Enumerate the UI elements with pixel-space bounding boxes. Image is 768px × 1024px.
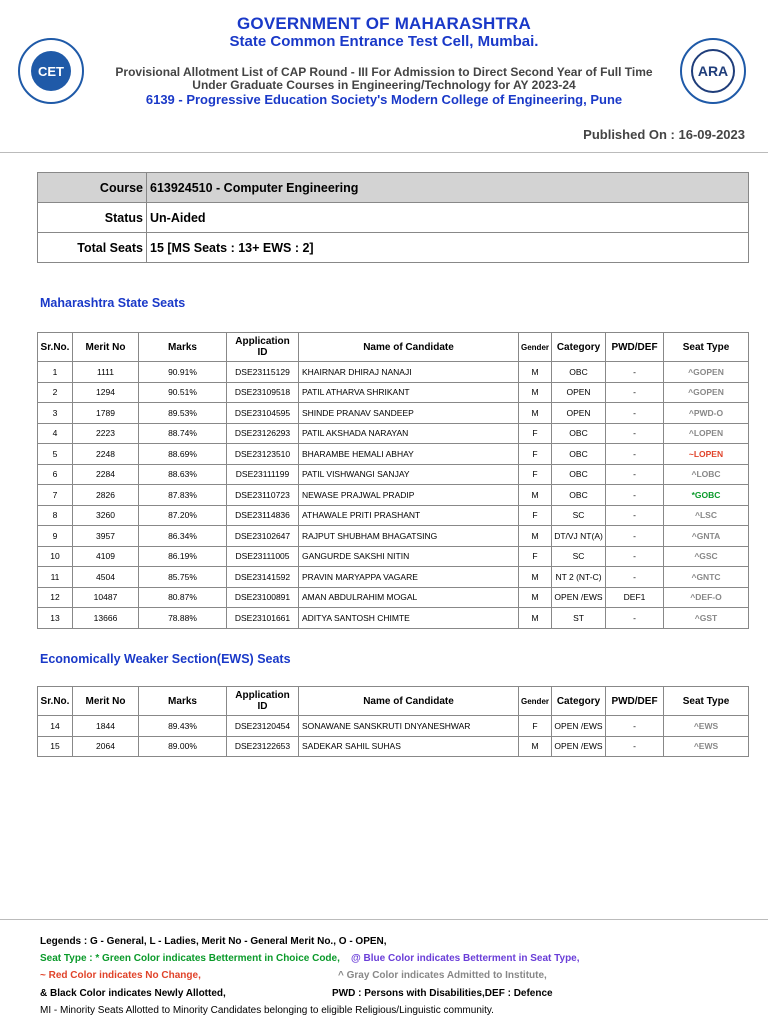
table-row <box>38 423 749 444</box>
cell-sr: 2 <box>38 382 73 403</box>
government-title: GOVERNMENT OF MAHARASHTRA <box>237 14 531 33</box>
cell-app: DSE23122653 <box>227 736 299 757</box>
cell-cat: DT/VJ NT(A) <box>552 526 606 547</box>
cell-app: DSE23120454 <box>227 716 299 737</box>
cell-cat: OPEN /EWS <box>552 736 606 757</box>
cell-seat: ^EWS <box>664 736 749 757</box>
cell-seat: ^LOPEN <box>664 423 749 444</box>
cell-marks: 88.69% <box>139 444 227 465</box>
cell-sr: 5 <box>38 444 73 465</box>
cell-gender: F <box>519 546 552 567</box>
legend-blue: @ Blue Color indicates Betterment in Seat Type, <box>351 953 580 964</box>
table-row <box>38 464 749 485</box>
cell-name: PRAVIN MARYAPPA VAGARE <box>299 567 519 588</box>
cell-marks: 85.75% <box>139 567 227 588</box>
cell-app: DSE23110723 <box>227 485 299 506</box>
cell-cat: OPEN <box>552 403 606 424</box>
cell-name: SONAWANE SANSKRUTI DNYANESHWAR <box>299 716 519 737</box>
cell-pwd: - <box>606 526 664 547</box>
cell-gender: F <box>519 464 552 485</box>
cell-sr: 12 <box>38 587 73 608</box>
cell-gender: M <box>519 608 552 629</box>
cell-pwd: - <box>606 505 664 526</box>
cell-marks: 87.83% <box>139 485 227 506</box>
total-seats-row <box>38 233 749 263</box>
total-seats-label: Total Seats <box>38 233 147 263</box>
cell-gender: M <box>519 736 552 757</box>
cell-merit: 3260 <box>73 505 139 526</box>
ews-col-header: Application ID <box>227 687 299 716</box>
cell-seat: ^GNTC <box>664 567 749 588</box>
cell-marks: 89.53% <box>139 403 227 424</box>
cell-gender: F <box>519 423 552 444</box>
cell-gender: M <box>519 403 552 424</box>
cell-gender: M <box>519 587 552 608</box>
cell-app: DSE23115129 <box>227 362 299 383</box>
cell-sr: 9 <box>38 526 73 547</box>
cell-gender: M <box>519 567 552 588</box>
table-row <box>38 716 749 737</box>
cell-merit: 10487 <box>73 587 139 608</box>
cell-sr: 15 <box>38 736 73 757</box>
status-row <box>38 203 749 233</box>
legend-line-2 <box>40 953 580 964</box>
cell-pwd: - <box>606 567 664 588</box>
cell-merit: 2223 <box>73 423 139 444</box>
ews-col-header: Gender <box>519 687 552 716</box>
legend-green: Seat Type : * Green Color indicates Betterment in Choice Code, <box>40 953 340 964</box>
ews-col-header: Merit No <box>73 687 139 716</box>
cell-marks: 90.91% <box>139 362 227 383</box>
total-seats-value: 15 [MS Seats : 13+ EWS : 2] <box>147 233 749 263</box>
table-row <box>38 736 749 757</box>
cell-pwd: - <box>606 716 664 737</box>
cell-cat: OBC <box>552 362 606 383</box>
ms-col-header: Sr.No. <box>38 333 73 362</box>
cell-app: DSE23104595 <box>227 403 299 424</box>
ews-col-header: Sr.No. <box>38 687 73 716</box>
ms-table-header <box>38 333 749 362</box>
cell-merit: 2284 <box>73 464 139 485</box>
cell-name: PATIL AKSHADA NARAYAN <box>299 423 519 444</box>
cell-gender: F <box>519 444 552 465</box>
cell-seat: ^PWD-O <box>664 403 749 424</box>
ms-col-header: PWD/DEF <box>606 333 664 362</box>
ms-section-title: Maharashtra State Seats <box>40 296 186 310</box>
cell-marks: 90.51% <box>139 382 227 403</box>
cell-marks: 86.19% <box>139 546 227 567</box>
cell-name: SHINDE PRANAV SANDEEP <box>299 403 519 424</box>
cell-cat: OBC <box>552 464 606 485</box>
table-row <box>38 567 749 588</box>
cell-pwd: - <box>606 485 664 506</box>
ews-col-header: Name of Candidate <box>299 687 519 716</box>
ews-table-body <box>38 716 749 757</box>
ews-col-header: Category <box>552 687 606 716</box>
cell-app: DSE23102647 <box>227 526 299 547</box>
cell-seat: ^LOBC <box>664 464 749 485</box>
legend-mi: MI - Minority Seats Allotted to Minority Candidates belonging to eligible Religious/Linguistic community. <box>40 1005 494 1016</box>
cell-app: DSE23141592 <box>227 567 299 588</box>
cell-merit: 1294 <box>73 382 139 403</box>
table-row <box>38 546 749 567</box>
cell-cat: OBC <box>552 444 606 465</box>
cet-logo-text: CET <box>31 51 71 91</box>
cell-gender: M <box>519 526 552 547</box>
cell-cat: SC <box>552 546 606 567</box>
cell-pwd: DEF1 <box>606 587 664 608</box>
cell-name: ATHAWALE PRITI PRASHANT <box>299 505 519 526</box>
status-label: Status <box>38 203 147 233</box>
cell-gender: M <box>519 485 552 506</box>
legend-line-1 <box>40 936 387 947</box>
legend-line-4 <box>40 988 553 999</box>
cell-app: DSE23123510 <box>227 444 299 465</box>
cell-pwd: - <box>606 362 664 383</box>
cell-app: DSE23111199 <box>227 464 299 485</box>
published-date: Published On : 16-09-2023 <box>583 127 745 142</box>
status-value: Un-Aided <box>147 203 749 233</box>
cell-cat: OPEN /EWS <box>552 587 606 608</box>
ews-table-header <box>38 687 749 716</box>
cell-merit: 1789 <box>73 403 139 424</box>
cell-pwd: - <box>606 464 664 485</box>
cell-name: NEWASE PRAJWAL PRADIP <box>299 485 519 506</box>
cell-gender: M <box>519 362 552 383</box>
cell-name: ADITYA SANTOSH CHIMTE <box>299 608 519 629</box>
cell-sr: 13 <box>38 608 73 629</box>
ms-seats-table <box>37 332 749 629</box>
cell-marks: 86.34% <box>139 526 227 547</box>
cell-sr: 3 <box>38 403 73 424</box>
list-title: Provisional Allotment List of CAP Round - III For Admission to Direct Second Year of Full Time Under Graduate Courses in Engineering/Technology for AY 2023-24 <box>115 65 653 92</box>
cell-pwd: - <box>606 382 664 403</box>
legend-black: & Black Color indicates Newly Allotted, <box>40 988 226 999</box>
cell-seat: ^GNTA <box>664 526 749 547</box>
cell-pwd: - <box>606 546 664 567</box>
cell-cat: NT 2 (NT-C) <box>552 567 606 588</box>
cell-sr: 8 <box>38 505 73 526</box>
table-row <box>38 526 749 547</box>
cell-gender: F <box>519 716 552 737</box>
cell-name: KHAIRNAR DHIRAJ NANAJI <box>299 362 519 383</box>
cell-seat: ~LOPEN <box>664 444 749 465</box>
cell-merit: 4109 <box>73 546 139 567</box>
cell-sr: 4 <box>38 423 73 444</box>
cell-marks: 78.88% <box>139 608 227 629</box>
cell-pwd: - <box>606 403 664 424</box>
course-info-table <box>37 172 749 263</box>
cell-marks: 89.00% <box>139 736 227 757</box>
cell-merit: 3957 <box>73 526 139 547</box>
legend-line-5 <box>40 1005 494 1016</box>
cell-cat: ST <box>552 608 606 629</box>
ms-col-header: Name of Candidate <box>299 333 519 362</box>
cell-seat: ^LSC <box>664 505 749 526</box>
institute-title: 6139 - Progressive Education Society's Modern College of Engineering, Pune <box>145 92 623 107</box>
cell-name: RAJPUT SHUBHAM BHAGATSING <box>299 526 519 547</box>
table-row <box>38 587 749 608</box>
cell-cat: OPEN <box>552 382 606 403</box>
cell-marks: 88.74% <box>139 423 227 444</box>
cell-app: DSE23100891 <box>227 587 299 608</box>
cell-cat: OBC <box>552 485 606 506</box>
cell-seat: *GOBC <box>664 485 749 506</box>
cell-app: DSE23101661 <box>227 608 299 629</box>
cell-name: BHARAMBE HEMALI ABHAY <box>299 444 519 465</box>
cell-seat: ^GST <box>664 608 749 629</box>
cell-marks: 88.63% <box>139 464 227 485</box>
cell-title: State Common Entrance Test Cell, Mumbai. <box>229 33 539 50</box>
cell-merit: 1844 <box>73 716 139 737</box>
cell-name: PATIL VISHWANGI SANJAY <box>299 464 519 485</box>
ms-col-header: Gender <box>519 333 552 362</box>
ms-col-header: Marks <box>139 333 227 362</box>
cell-pwd: - <box>606 608 664 629</box>
ews-seats-table <box>37 686 749 757</box>
table-row <box>38 485 749 506</box>
legend-red: ~ Red Color indicates No Change, <box>40 970 201 981</box>
cell-pwd: - <box>606 736 664 757</box>
cell-sr: 7 <box>38 485 73 506</box>
cell-gender: M <box>519 382 552 403</box>
cell-marks: 87.20% <box>139 505 227 526</box>
cell-cat: OPEN /EWS <box>552 716 606 737</box>
ara-logo-text: ARA <box>691 49 735 93</box>
table-row <box>38 444 749 465</box>
cell-gender: F <box>519 505 552 526</box>
ews-col-header: Marks <box>139 687 227 716</box>
table-row <box>38 505 749 526</box>
cell-merit: 13666 <box>73 608 139 629</box>
course-label: Course <box>38 173 147 203</box>
cell-app: DSE23111005 <box>227 546 299 567</box>
cell-marks: 89.43% <box>139 716 227 737</box>
cell-cat: SC <box>552 505 606 526</box>
table-row <box>38 403 749 424</box>
cell-app: DSE23126293 <box>227 423 299 444</box>
legend-abbrev: Legends : G - General, L - Ladies, Merit No - General Merit No., O - OPEN, <box>40 936 387 947</box>
cell-sr: 6 <box>38 464 73 485</box>
ms-table-body <box>38 362 749 629</box>
table-row <box>38 382 749 403</box>
cell-merit: 2064 <box>73 736 139 757</box>
cell-app: DSE23114836 <box>227 505 299 526</box>
cell-name: GANGURDE SAKSHI NITIN <box>299 546 519 567</box>
cell-name: PATIL ATHARVA SHRIKANT <box>299 382 519 403</box>
ews-col-header: Seat Type <box>664 687 749 716</box>
ms-col-header: Merit No <box>73 333 139 362</box>
table-row <box>38 362 749 383</box>
footer-divider <box>0 919 768 920</box>
cell-sr: 1 <box>38 362 73 383</box>
header-divider <box>0 152 768 153</box>
legend-line-3 <box>40 970 547 981</box>
ms-col-header: Seat Type <box>664 333 749 362</box>
cell-sr: 14 <box>38 716 73 737</box>
cell-marks: 80.87% <box>139 587 227 608</box>
cell-seat: ^GOPEN <box>664 382 749 403</box>
cell-merit: 1111 <box>73 362 139 383</box>
ms-col-header: Category <box>552 333 606 362</box>
ews-section-title: Economically Weaker Section(EWS) Seats <box>40 652 291 666</box>
course-row <box>38 173 749 203</box>
cell-app: DSE23109518 <box>227 382 299 403</box>
cell-sr: 10 <box>38 546 73 567</box>
table-row <box>38 608 749 629</box>
cell-name: SADEKAR SAHIL SUHAS <box>299 736 519 757</box>
cell-merit: 2248 <box>73 444 139 465</box>
course-value: 613924510 - Computer Engineering <box>147 173 749 203</box>
cell-merit: 4504 <box>73 567 139 588</box>
cell-pwd: - <box>606 423 664 444</box>
cell-pwd: - <box>606 444 664 465</box>
cell-seat: ^GOPEN <box>664 362 749 383</box>
cell-seat: ^DEF-O <box>664 587 749 608</box>
cell-sr: 11 <box>38 567 73 588</box>
ms-col-header: Application ID <box>227 333 299 362</box>
legend-gray: ^ Gray Color indicates Admitted to Institute, <box>338 970 547 981</box>
cell-seat: ^EWS <box>664 716 749 737</box>
cell-merit: 2826 <box>73 485 139 506</box>
cell-seat: ^GSC <box>664 546 749 567</box>
legend-pwd: PWD : Persons with Disabilities,DEF : Defence <box>332 988 553 999</box>
cell-name: AMAN ABDULRAHIM MOGAL <box>299 587 519 608</box>
ews-col-header: PWD/DEF <box>606 687 664 716</box>
cell-cat: OBC <box>552 423 606 444</box>
